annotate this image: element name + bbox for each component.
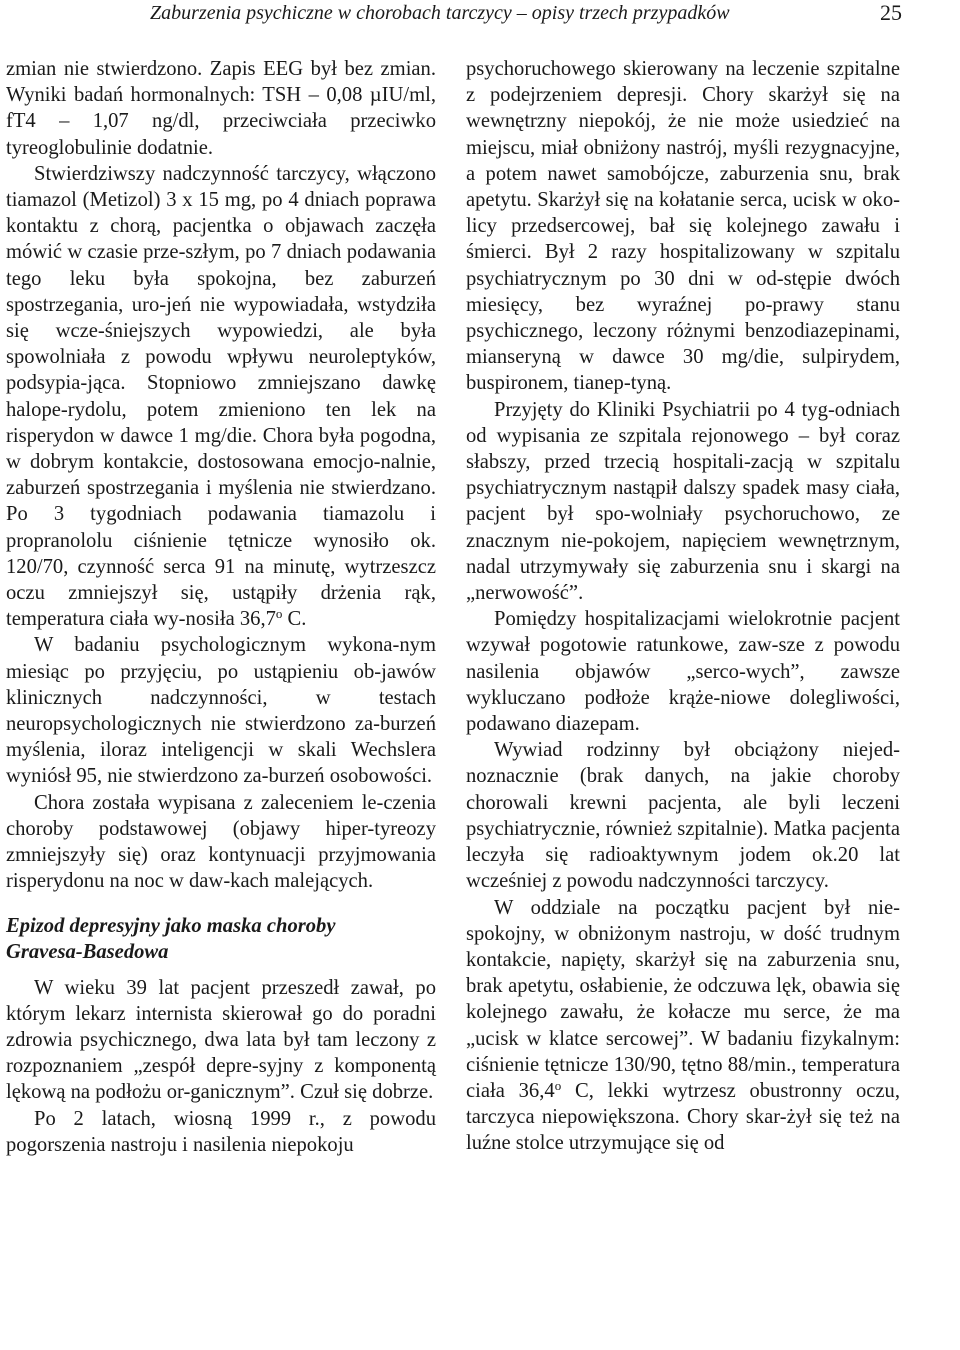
paragraph: Wywiad rodzinny był obciążony niejed-noznacznie (brak danych, na jakie choroby chorowali krewni pacjenta, ale byli leczeni psychiatrycznie, również szpitalnie). Matka pacjenta leczyła się radioaktywnym jodem ok.20 lat wcześniej z powodu nadczynności tarczycy. xyxy=(466,739,900,893)
running-title: Zaburzenia psychiczne w chorobach tarczycy – opisy trzech przypadków xyxy=(150,2,730,24)
paragraph-text: W oddziale na początku pacjent był nie-spokojny, w obniżonym nastroju, w dość trudnym kontakcie, napięty, skarżył się na zaburzenia snu, brak apetytu, osłabienie, że odczuwa lęk, obawia się kolejnego zawału, że kołacze mu serce, że ma „ucisk w klatce sercowej”. W badaniu fizykalnym: ciśnienie tętnicze 130/90, tętno 88/min., temperatura ciała 36,4 xyxy=(466,896,900,1102)
paragraph: Po 2 latach, wiosną 1999 r., z powodu pogorszenia nastroju i nasilenia niepokoju xyxy=(6,1107,436,1156)
paragraph: zmian nie stwierdzono. Zapis EEG był bez zmian. Wyniki badań hormonalnych: TSH – 0,08 µIU/ml, fT4 – 1,07 ng/dl, przeciwciała przeciwko tyreoglobulinie dodatnie. xyxy=(6,58,436,159)
paragraph: W wieku 39 lat pacjent przeszedł zawał, po którym lekarz internista skierował go do poradni zdrowia psychicznego, dwa lata był tam leczony z rozpoznaniem „zespół depre-syjny z komponentą lękową na podłożu or-ganicznym”. Czuł się dobrze. xyxy=(6,976,436,1104)
paragraph xyxy=(6,161,436,633)
degree-sign: o xyxy=(275,606,283,622)
left-column xyxy=(6,56,436,1158)
paragraph: Przyjęty do Kliniki Psychiatrii po 4 tyg-odniach od wypisania ze szpitala rejonowego – był coraz słabszy, przed trzecią hospitali-zacją w szpitalu psychiatrycznym nastąpił dalszy spadek masy ciała, pacjent był spo-wolniały psychoruchowo, ze znacznym nie-pokojem, napięciem wewnętrznym, nadal utrzymywały się zaburzenia snu i skargi na „nerwowość”. xyxy=(466,398,900,605)
section-heading xyxy=(6,913,436,965)
paragraph: W badaniu psychologicznym wykona-nym miesiąc po przyjęciu, po ustąpieniu ob-jawów klinicznych nadczynności, w testach neuropsychologicznych nie stwierdzono za-burzeń myślenia, iloraz inteligencji w skali Wechslera wyniósł 95, nie stwierdzono za-burzeń osobowości. xyxy=(6,634,436,788)
running-header xyxy=(0,0,960,40)
paragraph xyxy=(466,895,900,1157)
section-heading-line: Gravesa-Basedowa xyxy=(6,940,169,963)
page-number: 25 xyxy=(880,0,902,25)
paragraph: Pomiędzy hospitalizacjami wielokrotnie pacjent wzywał pogotowie ratunkowe, zaw-sze z powodu nasilenia objawów „serco-wych”, zawsze wykluczano podłoże krąże-niowe dolegliwości, podawano diazepam. xyxy=(466,608,900,736)
paragraph: psychoruchowego skierowany na leczenie szpitalne z podejrzeniem depresji. Chory skarżył się na wewnętrzny niepokój, że nie może usiedzieć na miejscu, miał obniżony nastrój, myśli rezygnacyjne, a potem nawet samobójcze, zaburzenia snu, brak apetytu. Skarżył się na kołatanie serca, ucisk w oko-licy przedsercowej, bał się kolejnego zawału i śmierci. Był 2 razy hospitalizowany w szpitalu psychiatrycznym po 30 dni w od-stępie dwóch miesięcy, bez wyraźnej po-prawy stanu psychicznego, leczony różnymi benzodiazepinami, mianseryną w dawce 30 mg/die, sulpirydem, buspironem, tianep-tyną. xyxy=(466,58,900,395)
degree-sign: o xyxy=(554,1077,562,1093)
paragraph-text-end: C. xyxy=(282,608,307,631)
paragraph-text-end: C, lekki wytrzesz obustronny oczu, tarczyca niepowiększona. Chory skar-żył się też na luźne stolce utrzymujące się od xyxy=(466,1079,900,1155)
right-column xyxy=(466,56,900,1157)
section-heading-line: Epizod depresyjny jako maska choroby xyxy=(6,914,336,937)
paragraph: Chora została wypisana z zaleceniem le-czenia choroby podstawowej (objawy hiper-tyreozy zmniejszyły się) oraz kontynuacji przyjmowania risperydonu na noc w daw-kach malejących. xyxy=(6,791,436,893)
paragraph-text: Stwierdziwszy nadczynność tarczycy, włączono tiamazol (Metizol) 3 x 15 mg, po 4 dniach poprawa kontaktu z chorą, pacjentka o objawach zaczęła mówić w czasie prze-szłym, po 7 dniach podawania tego leku była spokojna, bez zaburzeń spostrzegania, uro-jeń nie wypowiadała, wstydziła się wcze-śniejszych wypowiedzi, ale była spowolniała z powodu wpływu neuroleptyków, podsypia-jąca. Stopniowo zmniejszano dawkę halope-rydolu, potem zmieniono ten lek na risperydon w dawce 1 mg/die. Chora była pogodna, w dobrym kontakcie, dostosowana emocjo-nalnie, zaburzeń spostrzegania i myślenia nie stwierdzano. Po 3 tygodniach podawania tiamazolu i propranololu ciśnienie tętnicze wynosiło ok. 120/70, czynność serca 91 na minutę, wytrzeszcz oczu zmniejszył się, ustąpiły drżenia rąk, temperatura ciała wy-nosiła 36,7 xyxy=(6,162,436,631)
